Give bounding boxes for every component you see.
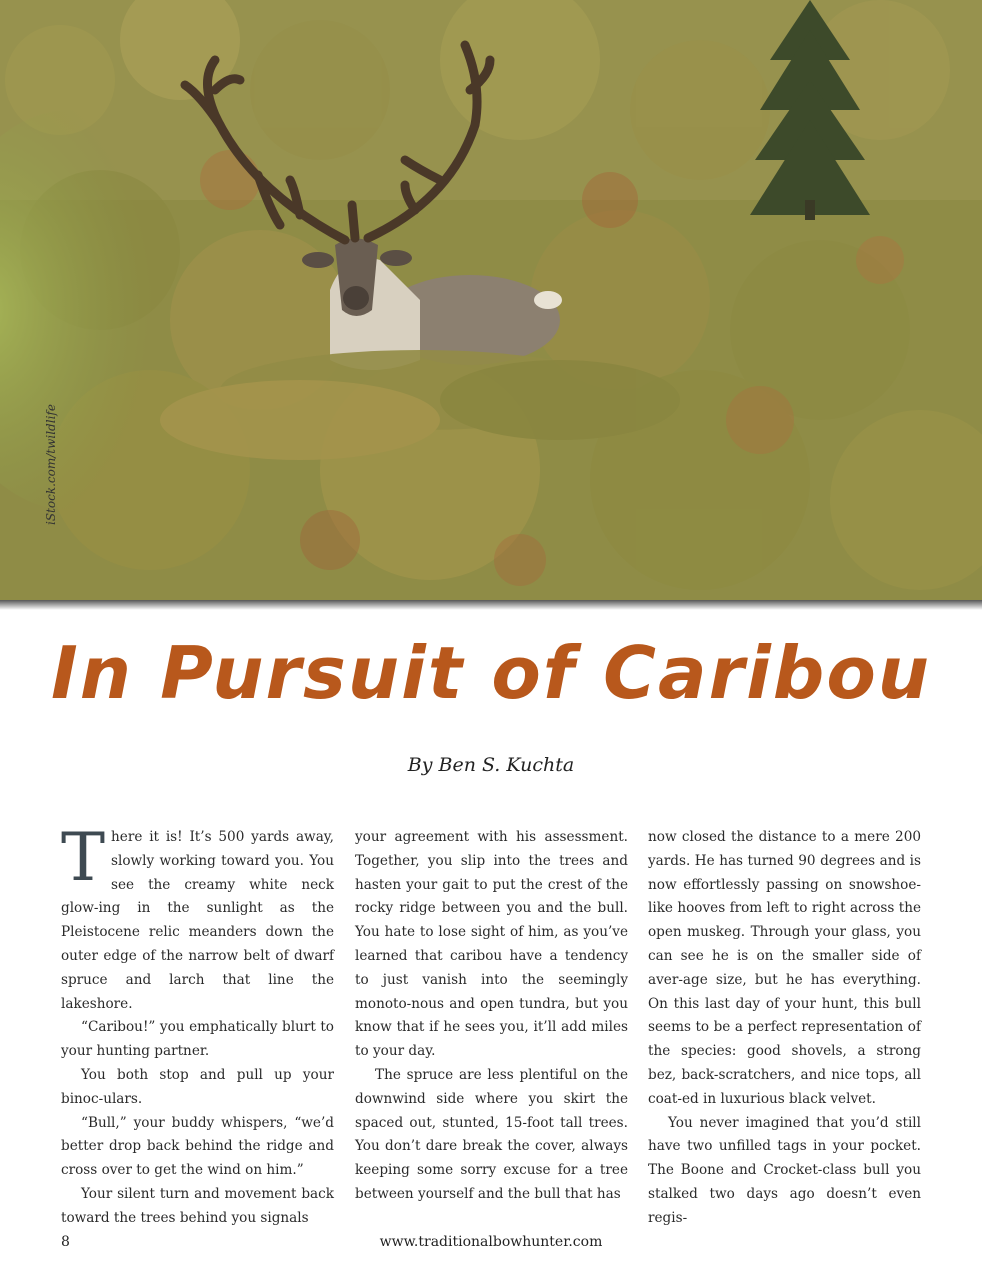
text-column-3 [648,826,921,1226]
drop-cap: T [61,819,106,896]
paragraph: here it is! It’s 500 yards away, slowly working toward you. You see the creamy white neck glow-ing in the sunlight as the Pleistocene relic meanders down the outer edge of the narrow belt of dwarf spruce and larch that line the lakeshore. [61,829,334,1012]
paragraph: Your silent turn and movement back toward the trees behind you signals [61,1185,334,1226]
photo-divider [0,600,982,610]
paragraph: now closed the distance to a mere 200 yards. He has turned 90 degrees and is now effortlessly passing on snowshoe-like hooves from left to right across the open muskeg. Through your glass, you can see he is on the smaller side of aver-age size, but he has everything. On this last day of your hunt, this bull seems to be a perfect representation of the species: good shovels, a strong bez, back-scratchers, and nice tops, all coat-ed in luxurious black velvet. [648,829,921,1107]
paragraph: your agreement with his assessment. Together, you slip into the trees and hasten your gait to put the crest of the rocky ridge between you and the bull. You hate to lose sight of him, as you’ve learned that caribou have a tendency to just vanish into the seemingly monoto-nous and open tundra, but you know that if he sees you, it’ll add miles to your day. [355,829,628,1060]
footer-url: www.traditionalbowhunter.com [379,1234,603,1250]
paragraph: You both stop and pull up your binoc-ulars. [61,1066,334,1107]
caribou-scene-illustration [0,0,982,600]
paragraph: “Caribou!” you emphatically blurt to your hunting partner. [61,1019,334,1060]
text-column-2 [355,826,628,1206]
text-column-1 [61,819,334,1226]
paragraph: The spruce are less plentiful on the downwind side where you skirt the spaced out, stunted, 15-foot tall trees. You don’t dare break the cover, always keeping some sorry excuse for a tree between yourself and the bull that has [355,1066,628,1202]
page-number: 8 [61,1234,70,1250]
photo-credit: iStock.com/twildlife [44,404,58,525]
paragraph: “Bull,” your buddy whispers, “we’d better drop back behind the ridge and cross over to get the wind on him.” [61,1114,334,1179]
article-byline: By Ben S. Kuchta [407,754,575,776]
paragraph: You never imagined that you’d still have two unfilled tags in your pocket. The Boone and Crocket-class bull you stalked two days ago doesn’t even regis- [648,1114,921,1226]
article-title: In Pursuit of Caribou [50,631,932,715]
hero-photo [0,0,982,600]
